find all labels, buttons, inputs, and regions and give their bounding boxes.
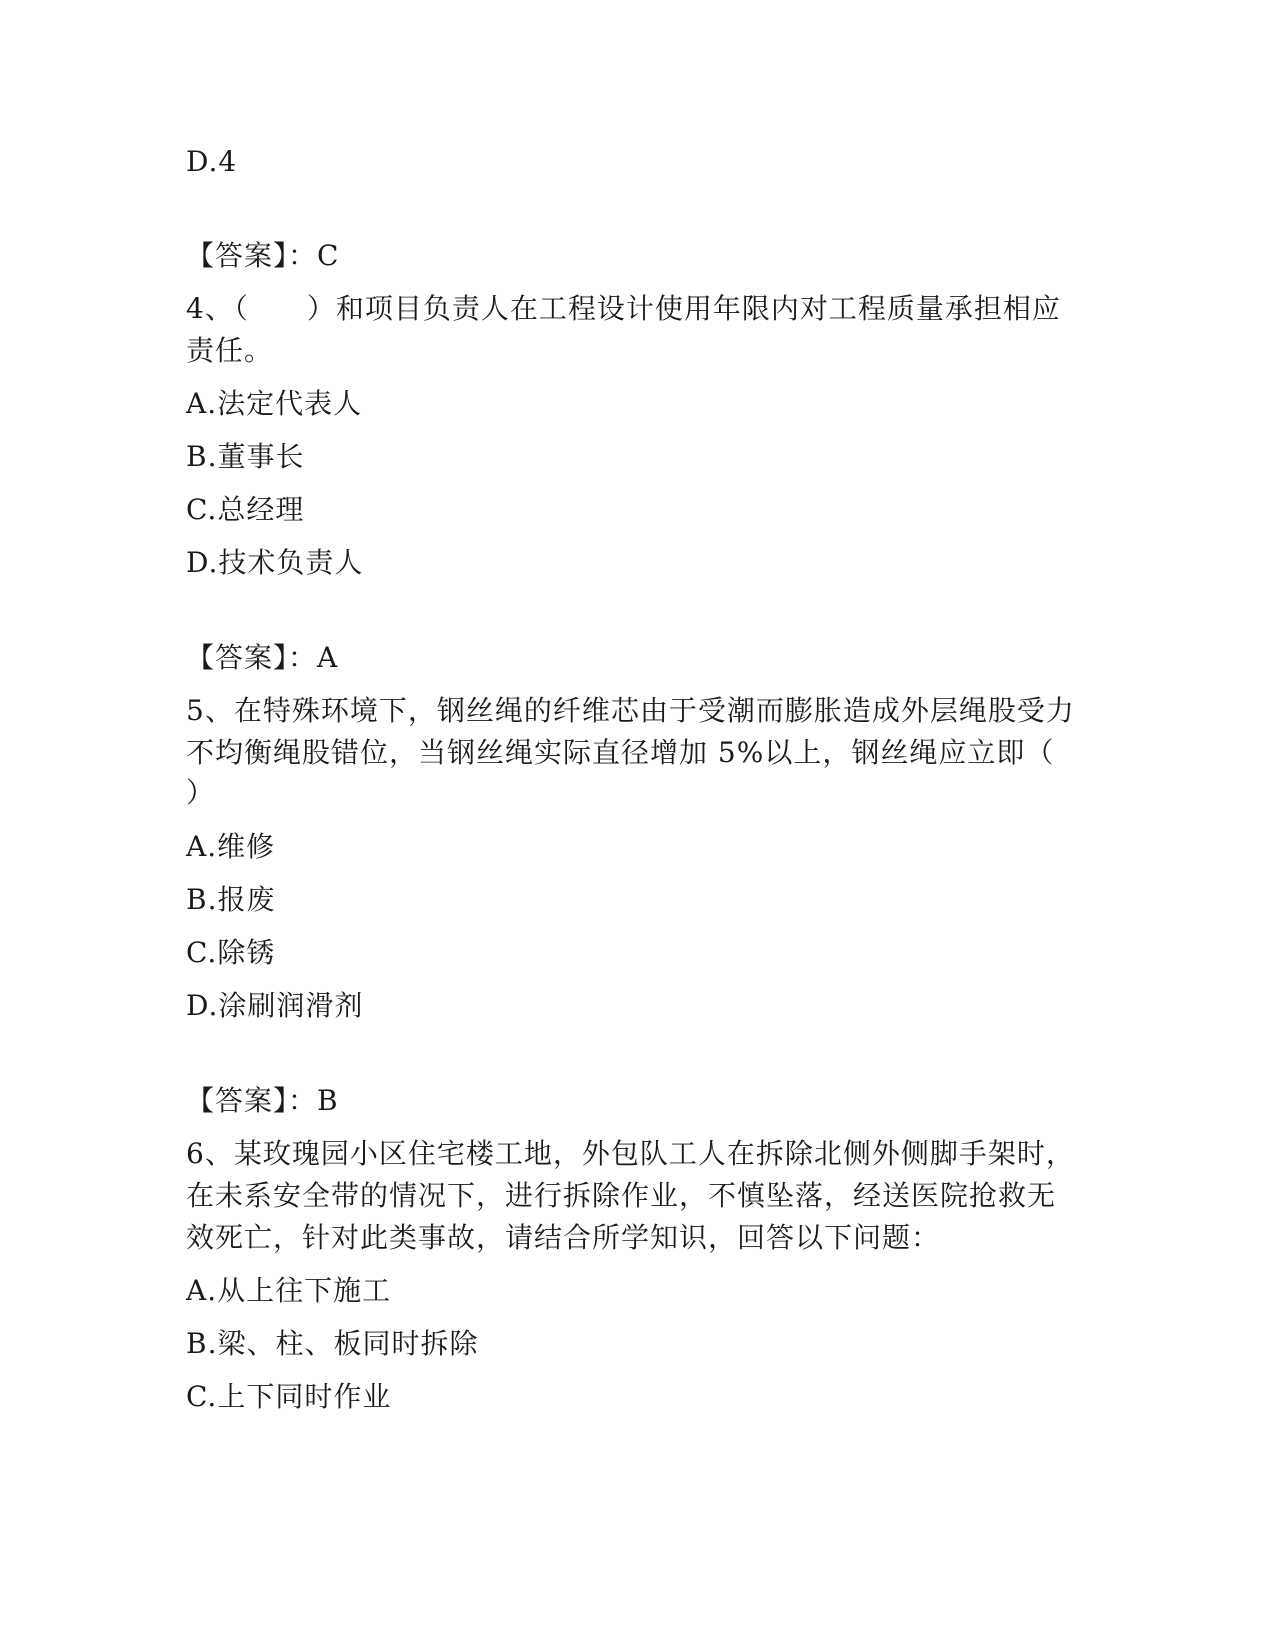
q5-option-b: B.报废 (186, 883, 276, 916)
q5-option-a: A.维修 (186, 830, 276, 863)
q4-option-c: C.总经理 (186, 493, 305, 526)
q6-stem-line2: 在未系安全带的情况下，进行拆除作业，不慎坠落，经送医院抢救无 (186, 1179, 1057, 1212)
q6-stem-line1: 6、某玫瑰园小区住宅楼工地，外包队工人在拆除北侧外侧脚手架时， (186, 1137, 1075, 1170)
q5-option-d: D.涂刷润滑剂 (186, 989, 364, 1022)
q6-option-a: A.从上往下施工 (186, 1274, 392, 1307)
q5-stem-line3: ） (186, 776, 216, 809)
q5-option-c: C.除锈 (186, 936, 276, 969)
q3-option-d: D.4 (186, 145, 238, 178)
q4-option-d: D.技术负责人 (186, 546, 364, 579)
q6-option-b: B.梁、柱、板同时拆除 (186, 1327, 479, 1360)
q5-stem-line1: 5、在特殊环境下，钢丝绳的纤维芯由于受潮而膨胀造成外层绳股受力 (186, 694, 1075, 727)
q3-answer: 【答案】：C (186, 239, 340, 272)
q4-option-a: A.法定代表人 (186, 387, 363, 420)
q4-answer: 【答案】：A (186, 641, 339, 674)
q6-stem-line3: 效死亡，针对此类事故，请结合所学知识，回答以下问题： (186, 1221, 941, 1254)
q5-answer: 【答案】：B (186, 1084, 339, 1117)
q4-option-b: B.董事长 (186, 440, 305, 473)
q6-option-c: C.上下同时作业 (186, 1380, 392, 1413)
q4-stem-line2: 责任。 (186, 334, 274, 367)
q4-stem-line1: 4、（ ）和项目负责人在工程设计使用年限内对工程质量承担相应 (186, 292, 1061, 325)
q5-stem-line2: 不均衡绳股错位，当钢丝绳实际直径增加 5%以上，钢丝绳应立即（ (186, 736, 1055, 769)
